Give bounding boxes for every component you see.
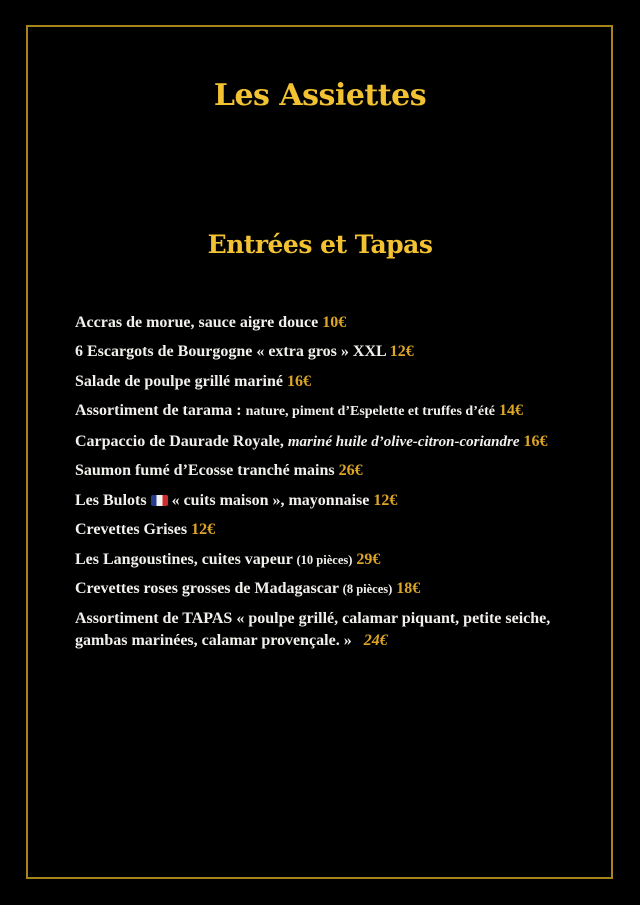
item-price: 18€ <box>396 580 421 597</box>
item-name: Assortiment de tarama : <box>75 402 242 419</box>
menu-item-salade-poulpe <box>75 371 602 393</box>
item-name: Crevettes Grises <box>75 521 188 538</box>
menu-item-tarama <box>75 400 602 423</box>
item-name: Crevettes roses grosses de Madagascar <box>75 580 339 597</box>
menu-list <box>75 312 602 652</box>
menu-item-escargots <box>75 341 602 363</box>
item-detail: nature, piment d’Espelette et truffes d’été <box>245 404 495 419</box>
item-price: 10€ <box>322 313 347 331</box>
french-flag-icon <box>151 495 168 506</box>
item-name: Carpaccio de Daurade Royale, <box>75 432 284 450</box>
menu-item-crevettes-roses <box>75 578 602 600</box>
item-name: « cuits maison », mayonnaise <box>171 491 370 509</box>
item-price: 12€ <box>373 491 398 509</box>
item-name: gambas marinées, calamar provençale. » <box>75 631 352 649</box>
item-price: 16€ <box>523 432 548 450</box>
item-name: Les Bulots <box>75 491 147 509</box>
item-detail: (8 pièces) <box>342 582 393 596</box>
menu-item-tapas <box>75 608 602 652</box>
item-name: Les Langoustines, cuites vapeur <box>75 550 293 568</box>
menu-item-bulots <box>75 490 602 512</box>
item-name: Salade de poulpe grillé mariné <box>75 372 283 390</box>
item-price: 12€ <box>191 521 216 538</box>
menu-item-langoustines <box>75 549 602 571</box>
item-name: 6 Escargots de Bourgogne « extra gros » XXL <box>75 343 386 360</box>
item-price: 16€ <box>287 372 311 390</box>
item-name: Assortiment de TAPAS « poulpe grillé, calamar piquant, petite seiche, <box>75 609 551 627</box>
item-price: 29€ <box>356 550 381 568</box>
item-price: 26€ <box>338 462 363 479</box>
item-name: Saumon fumé d’Ecosse tranché mains <box>75 462 335 479</box>
item-detail: mariné huile d’olive-citron-coriandre <box>287 433 520 450</box>
menu-item-saumon <box>75 460 602 482</box>
page-title: Les Assiettes <box>213 78 427 113</box>
menu-item-crevettes-grises <box>75 519 602 541</box>
section-heading: Entrées et Tapas <box>207 230 433 259</box>
item-price: 14€ <box>498 402 523 419</box>
item-price: 12€ <box>389 343 414 360</box>
item-detail: (10 pièces) <box>296 552 353 567</box>
item-price: 24€ <box>363 631 388 649</box>
item-name: Accras de morue, sauce aigre douce <box>75 313 319 331</box>
menu-item-carpaccio <box>75 431 602 453</box>
menu-item-accras <box>75 312 602 334</box>
